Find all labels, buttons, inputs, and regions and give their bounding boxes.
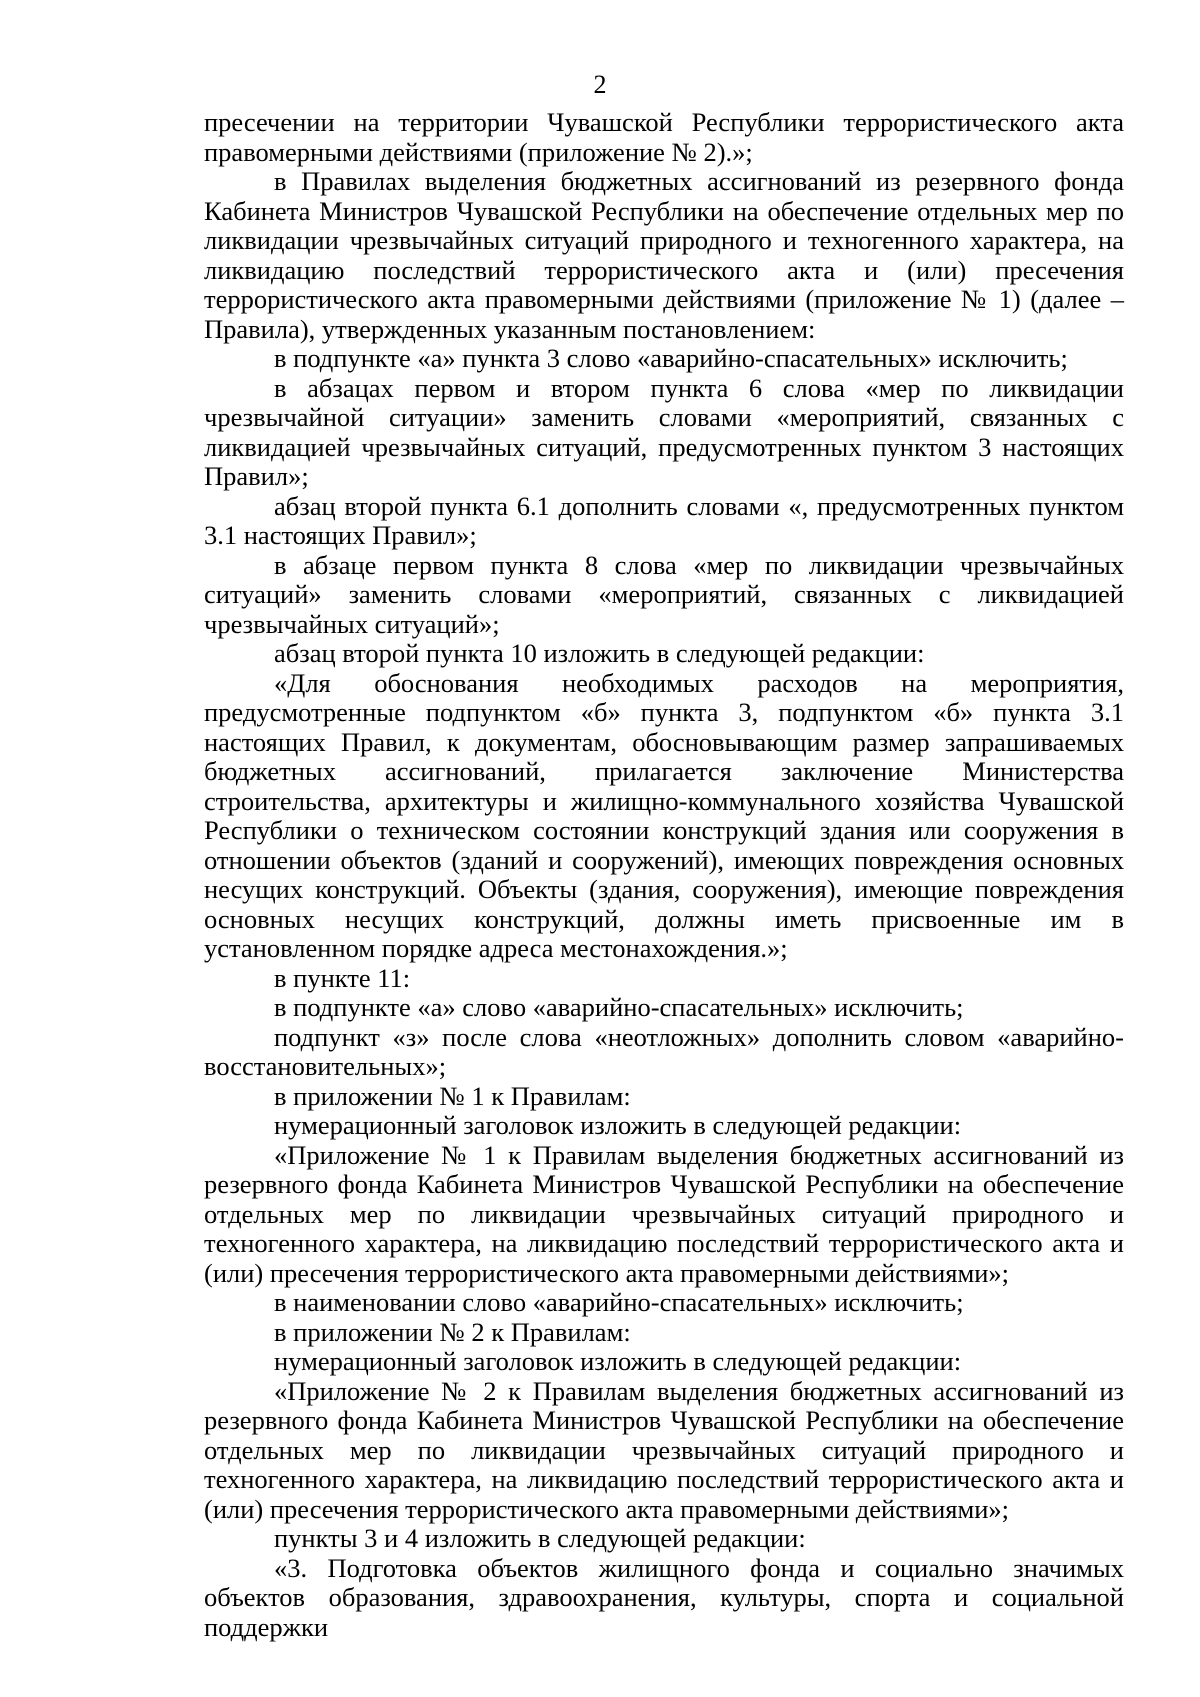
paragraph: в приложении № 2 к Правилам: [274,1316,631,1347]
paragraph: в подпункте «а» слово «аварийно-спасательных» исключить; [274,992,964,1022]
page-number: 2 [593,70,607,99]
paragraph: в наименовании слово «аварийно-спасательных» исключить; [274,1287,964,1317]
paragraph: в подпункте «а» пункта 3 слово «аварийно-спасательных» исключить; [274,343,1068,373]
paragraph: пресечении на территории Чувашской Республики террористического акта правомерными действиями (приложение № 2).»; [204,107,1124,167]
paragraph: «Приложение № 1 к Правилам выделения бюджетных ассигнований из резервного фонда Кабинета Министров Чувашской Республики на обеспечение отдельных мер по ликвидации чрезвычайных ситуаций природного и техногенного характера, на ликвидацию последствий террористического акта и (или) пресечения террористического акта правомерными действиями»; [204,1139,1124,1288]
paragraph: «3. Подготовка объектов жилищного фонда и социально значимых объектов образования, здравоохранения, культуры, спорта и социальной поддержки [204,1552,1124,1642]
paragraph: абзац второй пункта 6.1 дополнить словами «, предусмотренных пунктом 3.1 настоящих Правил»; [204,490,1124,550]
paragraph: «Приложение № 2 к Правилам выделения бюджетных ассигнований из резервного фонда Кабинета Министров Чувашской Республики на обеспечение отдельных мер по ликвидации чрезвычайных ситуаций природного и техногенного характера, на ликвидацию последствий террористического акта и (или) пресечения террористического акта правомерными действиями»; [204,1375,1124,1524]
paragraph: подпункт «з» после слова «неотложных» дополнить словом «аварийно-восстановительных»; [204,1021,1124,1081]
paragraph: нумерационный заголовок изложить в следующей редакции: [274,1346,962,1376]
paragraph: в абзацах первом и втором пункта 6 слова «мер по ликвидации чрезвычайной ситуации» заменить словами «мероприятий, связанных с ликвидацией чрезвычайных ситуаций, предусмотренных пунктом 3 настоящих Правил»; [204,372,1124,491]
paragraph: в пункте 11: [274,962,411,993]
paragraph: в абзаце первом пункта 8 слова «мер по ликвидации чрезвычайных ситуаций» заменить словами «мероприятий, связанных с ликвидацией чрезвычайных ситуаций»; [204,549,1124,639]
paragraph: нумерационный заголовок изложить в следующей редакции: [274,1110,962,1140]
paragraph: в приложении № 1 к Правилам: [274,1080,631,1111]
paragraph: пункты 3 и 4 изложить в следующей редакции: [274,1523,806,1553]
paragraph: в Правилах выделения бюджетных ассигнований из резервного фонда Кабинета Министров Чувашской Республики на обеспечение отдельных мер по ликвидации чрезвычайных ситуаций природного и техногенного характера, на ликвидацию последствий террористического акта и (или) пресечения террористического акта правомерными действиями (приложение № 1) (далее – Правила), утвержденных указанным постановлением: [204,166,1124,344]
paragraph: «Для обоснования необходимых расходов на мероприятия, предусмотренные подпунктом «б» пункта 3, подпунктом «б» пункта 3.1 настоящих Правил, к документам, обосновывающим размер запрашиваемых бюджетных ассигнований, прилагается заключение Министерства строительства, архитектуры и жилищно-коммунального хозяйства Чувашской Республики о техническом состоянии конструкций здания или сооружения в отношении объектов (зданий и сооружений), имеющих повреждения основных несущих конструкций. Объекты (здания, сооружения), имеющие повреждения основных несущих конструкций, должны иметь присвоенные им в установленном порядке адреса местонахождения.»; [204,667,1124,963]
document-body [204,108,1124,1642]
paragraph: абзац второй пункта 10 изложить в следующей редакции: [274,638,925,668]
